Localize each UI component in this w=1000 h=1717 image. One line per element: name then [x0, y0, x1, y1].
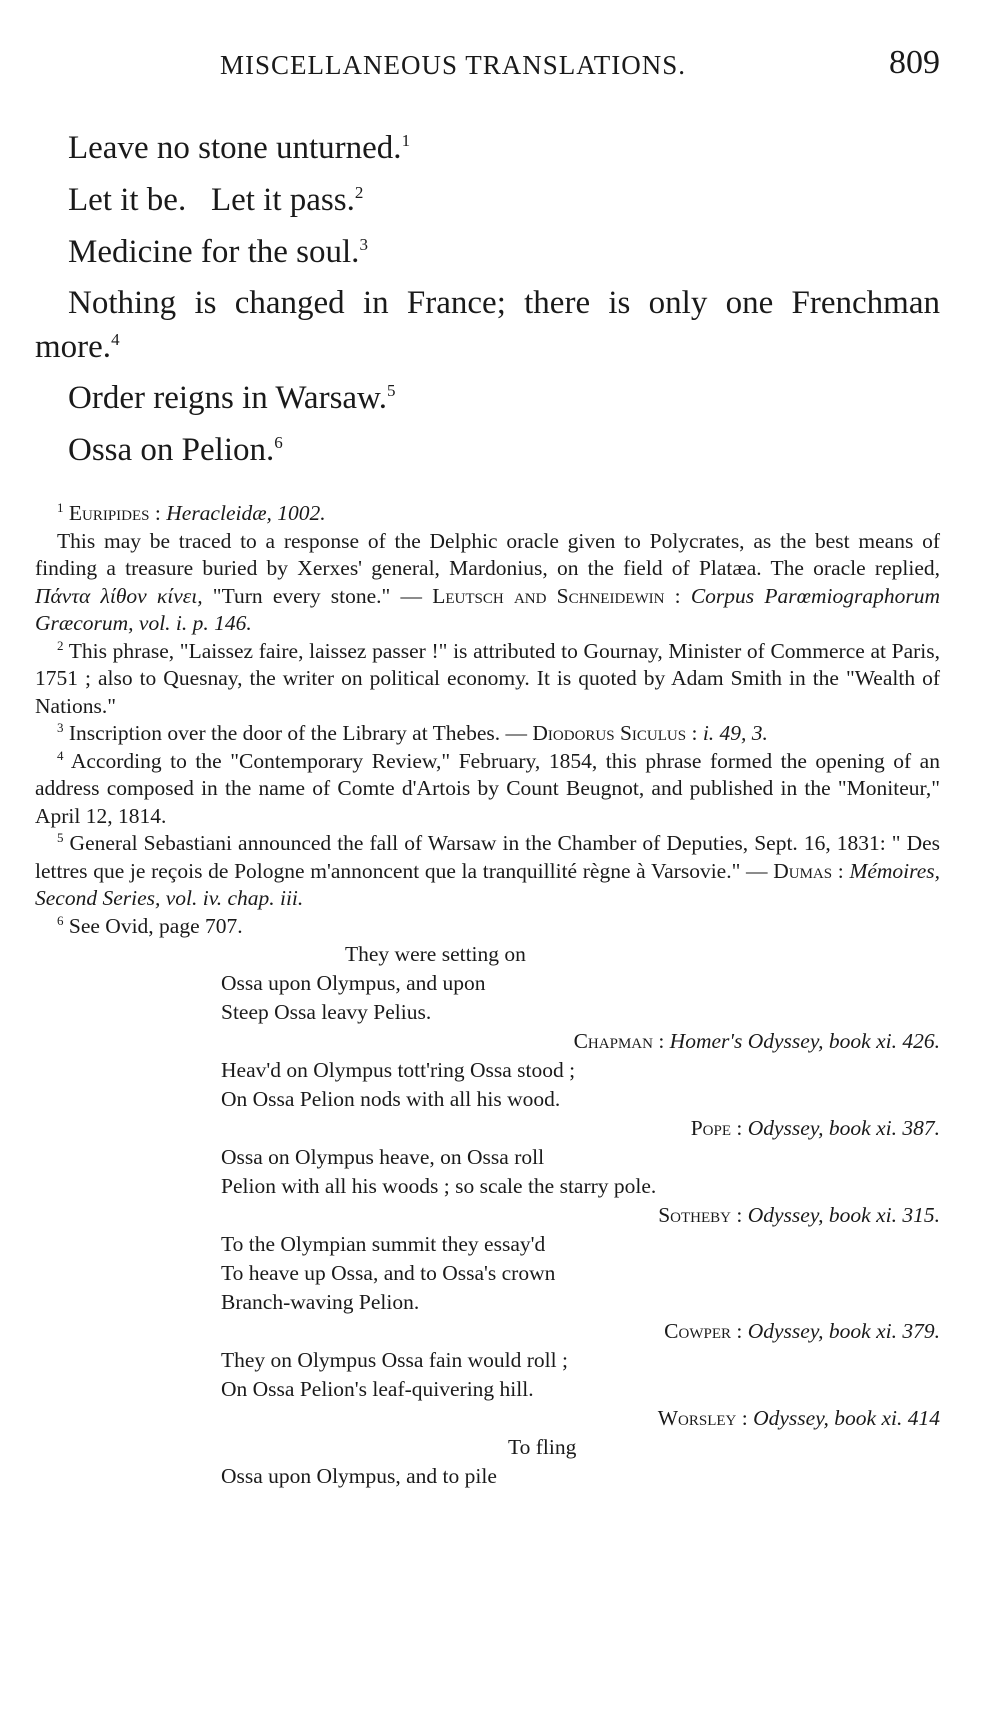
verse-line: To the Olympian summit they essay'd [221, 1232, 546, 1256]
citation-author: Leutsch and Schneidewin : [432, 583, 681, 608]
verse-line: To fling [508, 1435, 577, 1459]
greek-quote: Πάντα λίθον κίνει, [35, 583, 203, 608]
footnote-1 [35, 500, 940, 528]
footnote-mark: 1 [57, 499, 64, 515]
quotation-list [35, 122, 940, 476]
footnote-text: This phrase, "Laissez faire, laissez passer !" is attributed to Gournay, Minister of Commerce at Paris, 1751 ; also to Quesnay, the writer on political economy. It is quoted by Adam Smith in the "Wealth of Nations." [35, 638, 940, 718]
page-number: 809 [889, 44, 940, 81]
quote-4 [35, 281, 940, 369]
verse-line: Ossa upon Olympus, and upon [221, 971, 486, 995]
citation-work: Odyssey, book xi. 414 [753, 1406, 940, 1430]
citation-author: Chapman : [573, 1029, 665, 1053]
verse-line: Ossa upon Olympus, and to pile [221, 1464, 497, 1488]
footnote-5 [35, 830, 940, 913]
footnote-ref: 4 [111, 330, 120, 349]
footnote-6 [35, 913, 940, 941]
footnote-text: According to the "Contemporary Review," February, 1854, this phrase formed the opening of an address composed in the name of Comte d'Artois by Count Beugnot, and published in the "Moniteur," April 12, 1814. [35, 748, 940, 828]
footnote-ref: 6 [274, 433, 283, 452]
verse-line: They were setting on [345, 942, 526, 966]
verse-line: Heav'd on Olympus tott'ring Ossa stood ; [221, 1058, 576, 1082]
citation-author: Pope : [690, 1116, 743, 1140]
citation-author: Diodorus Siculus : [532, 721, 698, 745]
citation-work: Odyssey, book xi. 315. [747, 1203, 940, 1227]
footnotes [35, 500, 940, 1491]
citation-author: Euripides : [68, 501, 161, 525]
footnote-1-body [35, 528, 940, 638]
verse-attribution [35, 1114, 940, 1143]
footnote-4 [35, 748, 940, 831]
footnote-3 [35, 720, 940, 748]
citation-author: Worsley : [657, 1406, 748, 1430]
quote-6 [35, 424, 940, 476]
citation-work: Mémoires, Second Series, vol. iv. chap. iii. [35, 858, 940, 910]
running-title: MISCELLANEOUS TRANSLATIONS. [220, 50, 687, 80]
running-header [200, 42, 940, 92]
footnote-ref: 1 [401, 131, 411, 150]
quote-text: Order reigns in Warsaw. [68, 380, 387, 416]
footnote-text: See Ovid, page 707. [68, 913, 243, 938]
footnote-text: This may be traced to a response of the Delphic oracle given to Polycrates, as the best means of finding a treasure buried by Xerxes' general, Mardonius, on the field of Platæa. The oracle replied, [35, 528, 940, 580]
citation-work: Homer's Odyssey, book xi. 426. [669, 1029, 940, 1053]
quote-1 [35, 122, 940, 174]
footnote-2 [35, 638, 940, 721]
verse-attribution [35, 1317, 940, 1346]
verse-line: Branch-waving Pelion. [221, 1290, 420, 1314]
verse-translations [35, 940, 940, 1491]
verse-line: On Ossa Pelion's leaf-quivering hill. [221, 1377, 534, 1401]
footnote-ref: 2 [354, 183, 364, 202]
citation-work: Odyssey, book xi. 379. [747, 1319, 940, 1343]
citation-work: Heracleidæ, 1002. [166, 501, 326, 525]
footnote-mark: 3 [57, 719, 64, 735]
verse-line: To heave up Ossa, and to Ossa's crown [221, 1261, 556, 1285]
footnote-text: Inscription over the door of the Library at Thebes. — [68, 721, 528, 745]
citation-author: Cowper : [664, 1319, 743, 1343]
citation-author: Sotheby : [658, 1203, 743, 1227]
footnote-mark: 5 [57, 829, 64, 845]
footnote-mark: 4 [57, 747, 64, 763]
citation-author: Dumas : [773, 858, 844, 883]
quote-3 [35, 226, 940, 278]
verse-line: Ossa on Olympus heave, on Ossa roll [221, 1145, 545, 1169]
quote-text: Nothing is changed in France; there is only one Frenchman more. [35, 285, 940, 365]
footnote-ref: 3 [359, 235, 368, 254]
quote-text: Ossa on Pelion. [68, 432, 275, 468]
citation-work: Odyssey, book xi. 387. [747, 1116, 940, 1140]
quote-text: Let it be. Let it pass. [68, 182, 355, 218]
footnote-ref: 5 [387, 381, 396, 400]
footnote-text: "Turn every stone." — [212, 583, 423, 608]
verse-line: Steep Ossa leavy Pelius. [221, 1000, 432, 1024]
quote-2 [35, 174, 940, 226]
footnote-mark: 6 [57, 912, 64, 928]
quote-text: Leave no stone unturned. [68, 130, 402, 166]
verse-line: They on Olympus Ossa fain would roll ; [221, 1348, 568, 1372]
verse-attribution [35, 1027, 940, 1056]
footnote-mark: 2 [57, 637, 64, 653]
citation-work: i. 49, 3. [702, 721, 768, 745]
verse-attribution [35, 1201, 940, 1230]
quote-text: Medicine for the soul. [68, 234, 360, 270]
quote-5 [35, 372, 940, 424]
verse-line: On Ossa Pelion nods with all his wood. [221, 1087, 561, 1111]
verse-attribution [35, 1404, 940, 1433]
citation-work: Corpus Parœmiographorum Græcorum, vol. i. p. 146. [35, 583, 940, 635]
footnote-text: General Sebastiani announced the fall of Warsaw in the Chamber of Deputies, Sept. 16, 1831: " Des lettres que je reçois de Pologne m'annoncent que la tranquillité règne à Varsovie." — [35, 831, 941, 883]
verse-line: Pelion with all his woods ; so scale the starry pole. [221, 1174, 657, 1198]
